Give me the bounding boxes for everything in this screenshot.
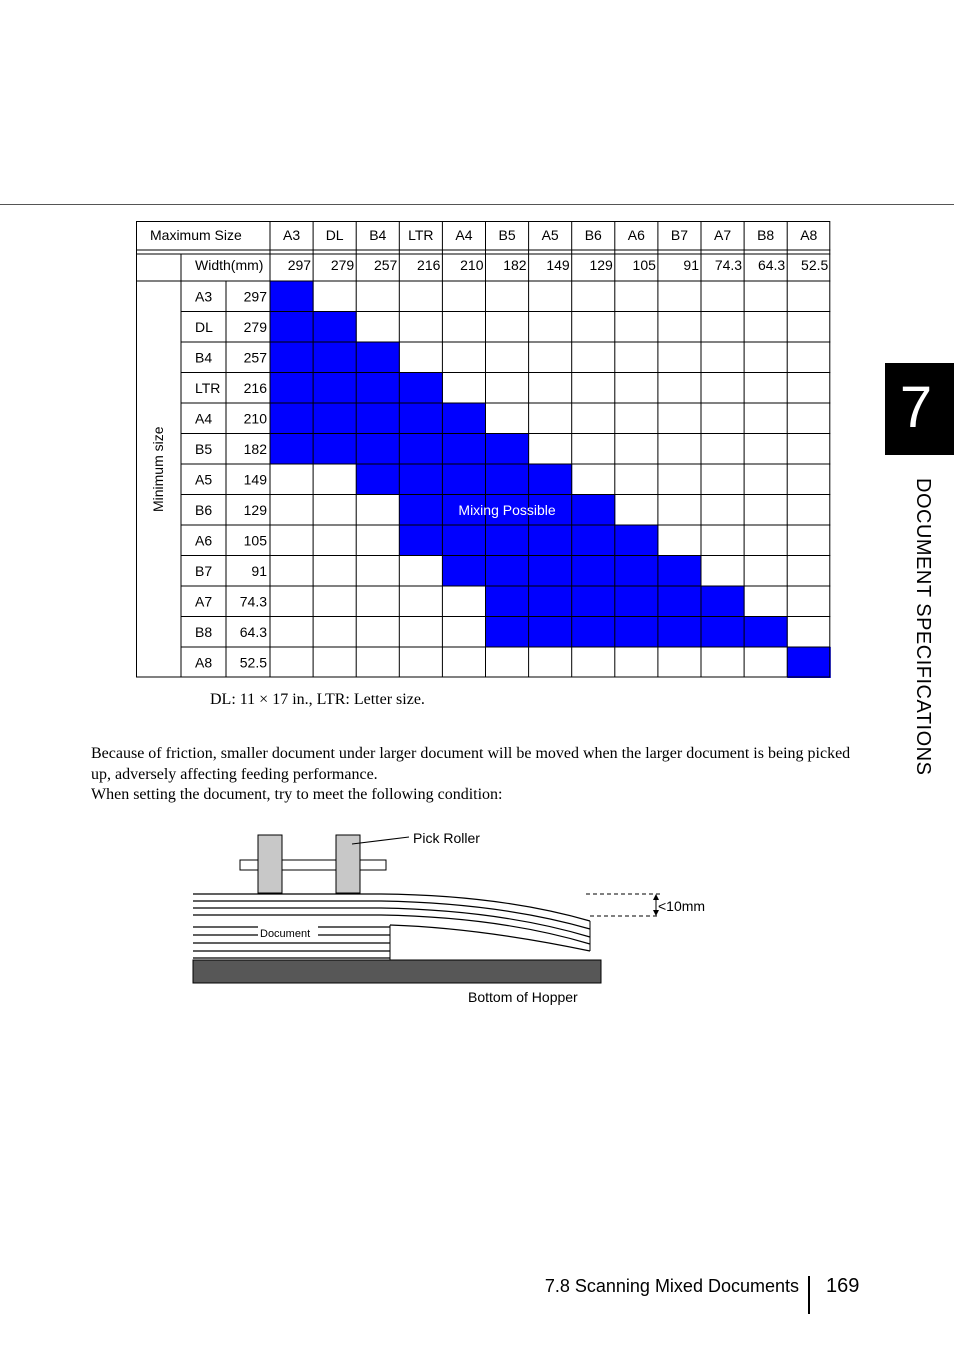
column-header: B5 <box>498 227 516 243</box>
column-header: B7 <box>670 227 689 243</box>
row-width: 297 <box>243 288 267 305</box>
column-header: DL <box>325 227 344 243</box>
doc-line-3 <box>193 908 590 937</box>
body-text <box>91 744 851 806</box>
column-header: B4 <box>369 227 387 243</box>
column-width: 297 <box>287 257 312 273</box>
mixing-possible-cell <box>615 617 659 648</box>
row-width: 210 <box>243 410 267 427</box>
mixing-possible-cell <box>529 617 573 648</box>
width-mm-label: Width(mm) <box>195 257 264 273</box>
max-size-label: Maximum Size <box>150 227 242 243</box>
mixing-possible-cell <box>529 556 573 587</box>
table-caption: DL: 11 × 17 in., LTR: Letter size. <box>210 691 425 708</box>
chapter-title: DOCUMENT SPECIFICATIONS <box>912 478 934 776</box>
mixing-possible-cell <box>486 617 530 648</box>
column-width: 210 <box>460 257 484 273</box>
mixing-possible-cell <box>615 556 659 587</box>
mixing-possible-cell <box>442 434 486 465</box>
row-width: 91 <box>251 562 267 579</box>
mixing-possible-cell <box>399 403 443 434</box>
hopper-label: Bottom of Hopper <box>468 989 578 1005</box>
mixing-possible-cell <box>313 342 357 373</box>
row-header: A8 <box>195 654 213 671</box>
row-header: B8 <box>195 623 213 640</box>
mixing-possible-cell <box>313 312 357 343</box>
row-width: 216 <box>243 379 267 396</box>
mixing-possible-cell <box>787 647 831 678</box>
row-header: A7 <box>195 593 213 610</box>
column-width: 105 <box>632 257 656 273</box>
mixing-possible-cell <box>442 525 486 556</box>
column-width: 64.3 <box>757 257 786 273</box>
mixing-possible-cell <box>313 403 357 434</box>
row-header: A5 <box>195 471 213 488</box>
chapter-number: 7 <box>899 375 933 440</box>
column-width: 52.5 <box>801 257 829 273</box>
row-header: A3 <box>195 288 213 305</box>
mixing-possible-cell <box>399 495 443 526</box>
row-header: B5 <box>195 440 213 457</box>
mixing-possible-cell <box>442 556 486 587</box>
hopper-bottom <box>193 960 601 983</box>
row-width: 149 <box>243 471 267 488</box>
row-header: B4 <box>195 349 213 366</box>
mixing-possible-cell <box>572 525 616 556</box>
mixing-possible-cell <box>529 464 573 495</box>
row-header: A6 <box>195 532 213 549</box>
hopper-diagram <box>180 825 740 1015</box>
column-width: 182 <box>503 257 527 273</box>
mixing-possible-cell <box>658 617 702 648</box>
pick-roller-leader <box>352 837 409 844</box>
mixing-possible-cell <box>270 403 314 434</box>
column-width: 279 <box>330 257 355 273</box>
footer-section-title: 7.8 Scanning Mixed Documents <box>544 1276 799 1296</box>
mixing-possible-cell <box>572 617 616 648</box>
paragraph-friction: Because of friction, smaller document under larger document will be moved when the larger document is being picked up, adversely affecting feeding performance. <box>91 745 851 783</box>
mixing-possible-cell <box>615 586 659 617</box>
row-width: 257 <box>243 349 267 366</box>
mixing-possible-cell <box>701 617 745 648</box>
row-width: 105 <box>243 532 267 549</box>
row-width: 52.5 <box>239 654 267 671</box>
mixing-possible-label: Mixing Possible <box>458 501 556 518</box>
row-header: B6 <box>195 501 213 518</box>
mixing-possible-cell <box>270 434 314 465</box>
mixing-possible-cell <box>658 556 702 587</box>
mixing-possible-cell <box>399 373 443 404</box>
mixing-possible-cell <box>313 373 357 404</box>
mixing-possible-cell <box>356 403 400 434</box>
mixing-possible-cell <box>356 342 400 373</box>
gap-label: <10mm <box>658 898 706 914</box>
column-width: 257 <box>373 257 398 273</box>
mixing-possible-cell <box>529 586 573 617</box>
mixing-possible-cell <box>356 434 400 465</box>
mixing-possible-cell <box>270 373 314 404</box>
column-width: 149 <box>546 257 570 273</box>
mixing-possible-cell <box>486 464 530 495</box>
mixing-possible-cell <box>486 586 530 617</box>
column-width: 74.3 <box>714 257 743 273</box>
column-header: A4 <box>455 227 473 243</box>
column-header: A6 <box>627 227 645 243</box>
mixing-possible-cell <box>529 525 573 556</box>
mixing-possible-cell <box>486 525 530 556</box>
paper-mixing-table <box>136 221 832 679</box>
column-width: 91 <box>683 257 699 273</box>
row-header: LTR <box>195 379 221 396</box>
mixing-possible-cell <box>356 464 400 495</box>
page-number: 169 <box>826 1275 860 1297</box>
mixing-possible-cell <box>270 281 314 312</box>
footer-divider <box>808 1276 810 1314</box>
column-header: LTR <box>408 227 434 243</box>
column-header: A7 <box>713 227 732 243</box>
header-rule <box>0 204 954 205</box>
mixing-possible-cell <box>356 373 400 404</box>
pick-roller-label: Pick Roller <box>413 830 480 846</box>
document-label: Document <box>260 928 311 940</box>
chapter-tab <box>885 363 954 455</box>
mixing-possible-cell <box>486 434 530 465</box>
mixing-possible-cell <box>572 556 616 587</box>
mixing-possible-cell <box>313 434 357 465</box>
column-header: A3 <box>282 227 301 243</box>
mixing-possible-cell <box>399 434 443 465</box>
column-header: A5 <box>541 227 559 243</box>
row-width: 74.3 <box>239 593 267 610</box>
mixing-possible-cell <box>615 525 659 556</box>
column-width: 129 <box>589 257 613 273</box>
mixing-possible-cell <box>442 464 486 495</box>
mixing-possible-cell <box>572 495 616 526</box>
row-width: 279 <box>243 318 267 335</box>
row-width: 64.3 <box>239 623 267 640</box>
paragraph-condition: When setting the document, try to meet the following condition: <box>91 786 503 803</box>
min-size-label: Minimum size <box>150 426 166 513</box>
mixing-possible-cell <box>572 586 616 617</box>
row-width: 129 <box>243 501 267 518</box>
mixing-possible-cell <box>399 464 443 495</box>
paper-mixing-grid <box>136 221 832 679</box>
row-header: A4 <box>195 410 213 427</box>
mixing-possible-cell <box>399 525 443 556</box>
column-header: A8 <box>800 227 818 243</box>
column-header: B8 <box>757 227 775 243</box>
row-header: B7 <box>195 562 213 579</box>
hopper-diagram-svg <box>180 825 740 1015</box>
mixing-possible-cell <box>270 342 314 373</box>
row-header: DL <box>195 318 213 335</box>
mixing-possible-cell <box>658 586 702 617</box>
mixing-possible-cell <box>442 403 486 434</box>
mixing-possible-cell <box>701 586 745 617</box>
row-width: 182 <box>243 440 267 457</box>
pick-roller-left <box>258 835 282 893</box>
column-header: B6 <box>584 227 602 243</box>
column-width: 216 <box>417 257 441 273</box>
mixing-possible-cell <box>744 617 788 648</box>
mixing-possible-cell <box>486 556 530 587</box>
mixing-possible-cell <box>270 312 314 343</box>
